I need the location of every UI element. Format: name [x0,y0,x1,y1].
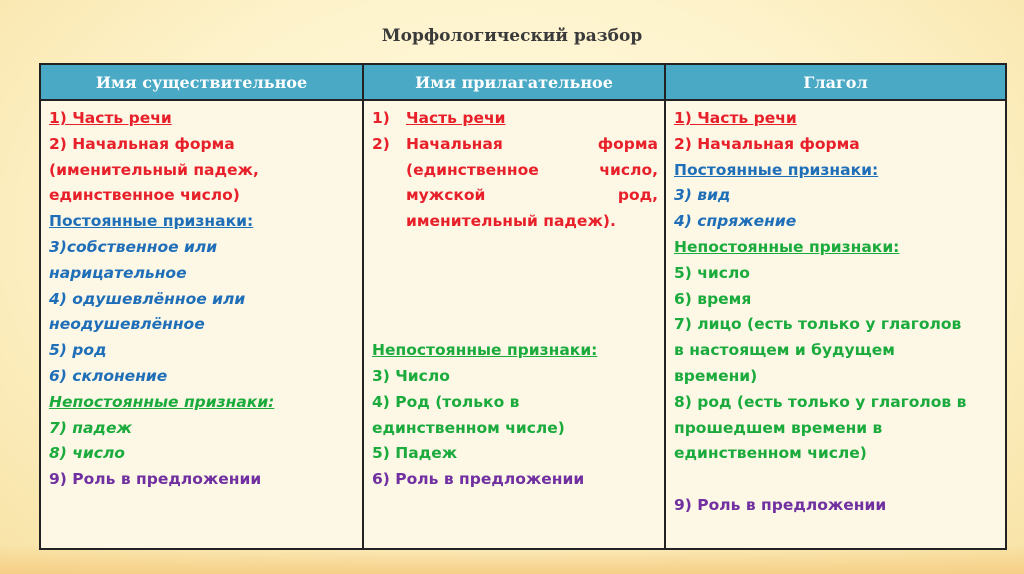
adj-gender-2: единственном числе) [372,418,565,437]
adj-variable-features-header: Непостоянные признаки: [372,341,598,360]
verb-constant-features-header: Постоянные признаки: [674,160,879,179]
adj-initial-form: Начальная форма (единственное число, мужской род, именительный падеж). [406,134,658,231]
verb-tense: 6) время [674,289,752,308]
adj-item-2-number: 2) [372,134,390,153]
header-adjective: Имя прилагательное [363,64,665,100]
adj-gender-1: 4) Род (только в [372,392,520,411]
adj-item-1 [372,106,658,132]
verb-number: 5) число [674,263,750,282]
verb-role: 9) Роль в предложении [674,495,887,514]
noun-case: 7) падеж [49,418,132,437]
verb-initial-form: 2) Начальная форма [674,134,860,153]
header-verb: Глагол [665,64,1006,100]
noun-constant-features-header: Постоянные признаки: [49,212,254,231]
verb-cell [665,100,1006,549]
verb-person-1: 7) лицо (есть только у глаголов [674,315,962,334]
noun-initial-form: 2) Начальная форма [49,134,235,153]
adjective-cell [363,100,665,549]
noun-part-of-speech: 1) Часть речи [49,109,172,127]
slide-title: Морфологический разбор [381,26,643,46]
table-header-row [40,64,1006,100]
verb-part-of-speech: 1) Часть речи [674,109,797,127]
morphology-table [39,63,1007,550]
verb-conjugation: 4) спряжение [674,212,797,231]
noun-animate-2: неодушевлённое [49,315,205,334]
noun-variable-features-header: Непостоянные признаки: [49,392,275,411]
verb-person-3: времени) [674,366,758,385]
noun-initial-form-detail-1: (именительный падеж, [49,160,259,179]
adj-case: 5) Падеж [372,444,458,463]
table-body-row [40,100,1006,549]
noun-role: 9) Роль в предложении [49,470,262,489]
adj-number: 3) Число [372,366,450,385]
adj-part-of-speech: Часть речи [406,109,506,127]
noun-animate-1: 4) одушевлённое или [49,289,246,308]
header-noun: Имя существительное [40,64,363,100]
verb-gender-2: прошедшем времени в [674,418,883,437]
verb-gender-3: единственном числе) [674,444,867,463]
noun-number: 8) число [49,444,125,463]
verb-gender-1: 8) род (есть только у глаголов в [674,392,967,411]
noun-proper-common-1: 3)собственное или [49,237,218,256]
verb-aspect: 3) вид [674,186,731,205]
adj-role: 6) Роль в предложении [372,470,585,489]
noun-gender: 5) род [49,341,107,360]
adj-item-2 [372,132,658,235]
noun-initial-form-detail-2: единственное число) [49,186,240,205]
noun-declension: 6) склонение [49,366,168,385]
verb-person-2: в настоящем и будущем [674,341,895,360]
noun-cell [40,100,363,549]
adj-item-1-number: 1) [372,109,390,127]
verb-variable-features-header: Непостоянные признаки: [674,237,900,256]
noun-proper-common-2: нарицательное [49,263,187,282]
